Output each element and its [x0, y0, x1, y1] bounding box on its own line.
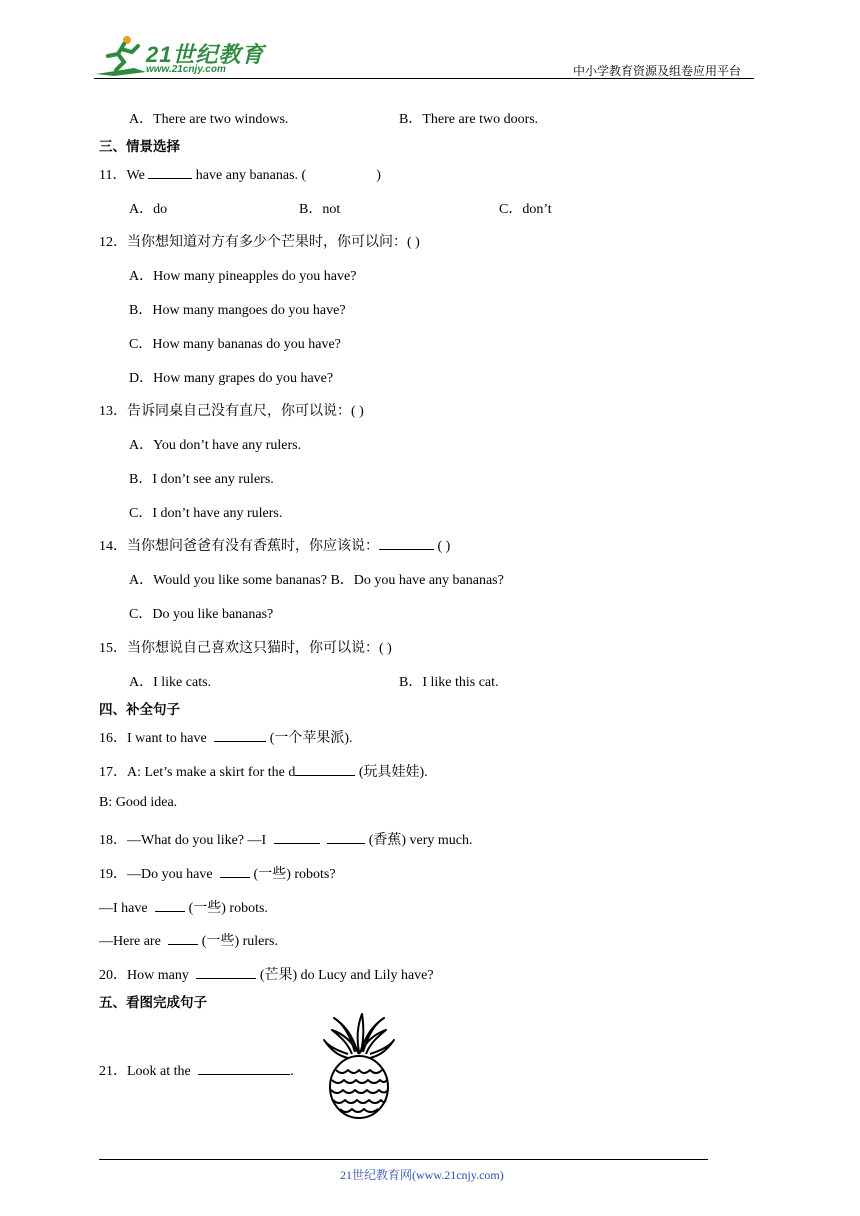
- question-12: 12．当你想知道对方有多少个芒果时，你可以问：( ): [99, 235, 420, 250]
- logo-url: www.21cnjy.com: [146, 64, 226, 75]
- q19-blank-3: [168, 932, 198, 945]
- q19-l3-pre: —Here are: [99, 934, 165, 949]
- footer-divider: [99, 1159, 708, 1160]
- q17-post: (玩具娃娃).: [355, 765, 428, 780]
- q16-post: (一个苹果派).: [266, 731, 353, 746]
- q11-blank: [148, 166, 192, 179]
- q19-l3-post: (一些) rulers.: [198, 934, 278, 949]
- q16-pre: 16．I want to have: [99, 731, 211, 746]
- q11-post: have any bananas. (: [192, 168, 307, 183]
- logo-text: 21世纪教育: [146, 42, 265, 67]
- question-19-line-1: [99, 863, 336, 883]
- q14-text: 14．当你想问爸爸有没有香蕉时，你应该说：: [99, 539, 379, 554]
- q11-option-b: B．not: [299, 202, 341, 217]
- section-5-title: 五、看图完成句子: [99, 995, 207, 1011]
- q17-pre: 17．A: Let’s make a skirt for the d: [99, 765, 296, 780]
- q15-option-b: B．I like this cat.: [399, 675, 499, 690]
- question-20: [99, 964, 434, 984]
- question-21: [99, 1060, 294, 1080]
- q19-l2-pre: —I have: [99, 901, 152, 916]
- q18-post: (香蕉) very much.: [365, 833, 473, 848]
- q19-l2-post: (一些) robots.: [185, 901, 268, 916]
- q20-blank: [196, 966, 256, 979]
- question-19-line-2: [99, 897, 268, 917]
- q21-post: .: [290, 1064, 294, 1079]
- q21-blank: [198, 1062, 290, 1075]
- section-4-title: 四、补全句子: [99, 702, 180, 718]
- question-16: [99, 727, 353, 747]
- question-14: [99, 535, 450, 555]
- header-platform-name: 中小学教育资源及组卷应用平台: [573, 64, 742, 78]
- question-15: 15．当你想说自己喜欢这只猫时，你可以说：( ): [99, 641, 392, 656]
- q12-option-c: C．How many bananas do you have?: [129, 337, 341, 352]
- question-19-line-3: [99, 930, 278, 950]
- q12-option-d: D．How many grapes do you have?: [129, 371, 334, 386]
- q10-option-a: A．There are two windows.: [129, 112, 289, 127]
- question-11: [99, 164, 381, 184]
- q19-l1-post: (一些) robots?: [250, 867, 336, 882]
- q20-pre: 20．How many: [99, 968, 193, 983]
- q20-post: (芒果) do Lucy and Lily have?: [256, 968, 434, 983]
- footer-text: 21世纪教育网(www.21cnjy.com): [340, 1168, 504, 1182]
- q12-option-b: B．How many mangoes do you have?: [129, 303, 346, 318]
- pineapple-image: [322, 1012, 396, 1120]
- q18-pre: 18．—What do you like? —I: [99, 833, 270, 848]
- q11-option-a: A．do: [129, 202, 168, 217]
- q15-option-a: A．I like cats.: [129, 675, 212, 690]
- header-divider: [94, 78, 754, 79]
- q10-option-b: B．There are two doors.: [399, 112, 539, 127]
- q21-pre: 21．Look at the: [99, 1064, 195, 1079]
- section-3-title: 三、情景选择: [99, 139, 180, 155]
- q14-blank: [379, 537, 434, 550]
- q11-option-c: C．don’t: [499, 202, 552, 217]
- q11-pre: We: [126, 168, 149, 183]
- q14-option-c: C．Do you like bananas?: [129, 607, 274, 622]
- q14-paren: ( ): [434, 539, 451, 554]
- q11-close: ): [376, 168, 381, 183]
- q18-mid: [320, 833, 324, 848]
- q13-option-c: C．I don’t have any rulers.: [129, 506, 283, 521]
- q18-blank-2: [327, 831, 365, 844]
- q19-blank-1: [220, 865, 250, 878]
- question-13: 13．告诉同桌自己没有直尺，你可以说：( ): [99, 404, 364, 419]
- q12-option-a: A．How many pineapples do you have?: [129, 269, 357, 284]
- q19-l1-pre: 19．—Do you have: [99, 867, 217, 882]
- question-17: [99, 761, 428, 781]
- question-18: [99, 829, 473, 849]
- q13-option-a: A．You don’t have any rulers.: [129, 438, 302, 453]
- q19-blank-2: [155, 899, 185, 912]
- q17-blank: [295, 763, 355, 776]
- q18-blank-1: [274, 831, 320, 844]
- q17-reply: B: Good idea.: [99, 795, 178, 810]
- q11-number: 11．: [99, 168, 127, 183]
- q16-blank: [214, 729, 266, 742]
- q14-options-ab: A．Would you like some bananas? B．Do you have any bananas?: [129, 573, 504, 588]
- q13-option-b: B．I don’t see any rulers.: [129, 472, 274, 487]
